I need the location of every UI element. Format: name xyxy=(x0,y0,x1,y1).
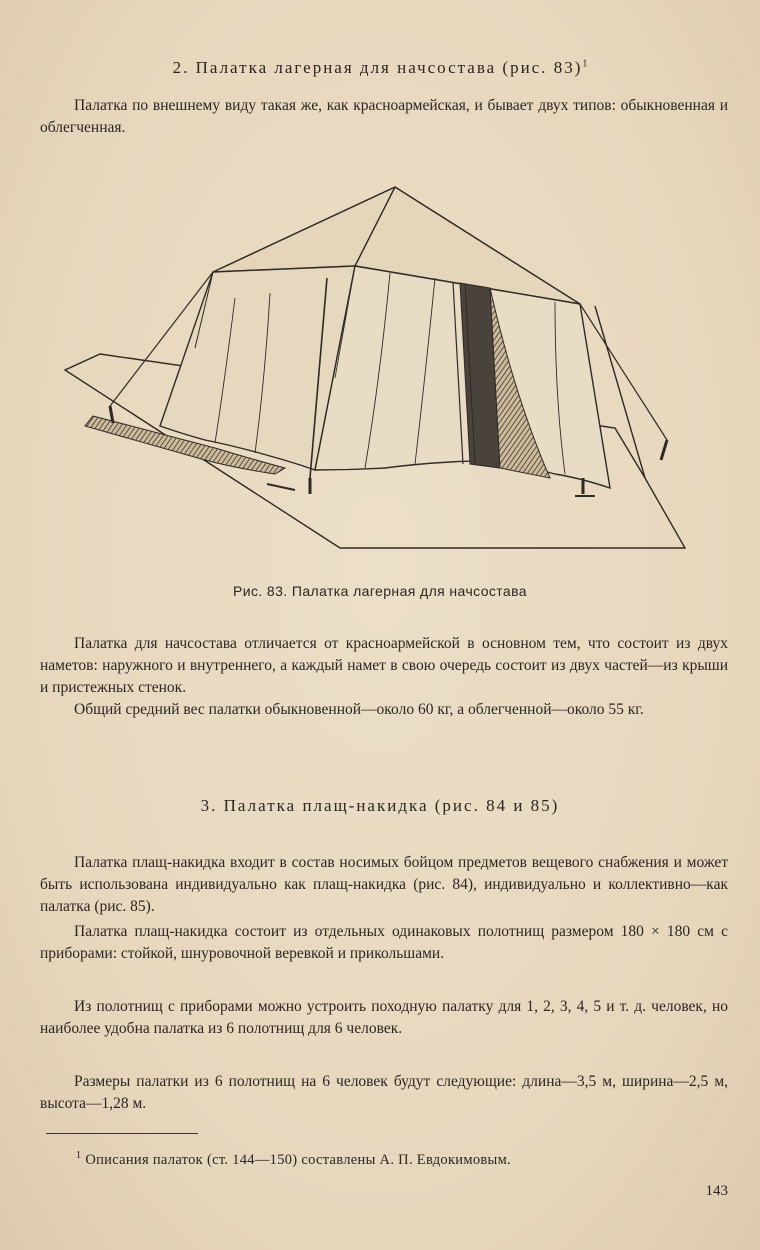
tent-illustration xyxy=(55,178,695,558)
section-2-paragraph-2: Общий средний вес палатки обыкновенной—около 60 кг, а облегченной—около 55 кг. xyxy=(74,701,644,718)
section-2-heading-text: 2. Палатка лагерная для начсостава (рис. 83) xyxy=(172,58,583,77)
footnote-reference: 1 xyxy=(582,58,588,70)
figure-83-caption: Рис. 83. Палатка лагерная для начсостава xyxy=(233,583,527,599)
section-3-paragraph-1: Палатка плащ-накидка входит в состав носимых бойцом предметов вещевого снабжения и может быть использована индивидуально как плащ-накидка (рис. 84), индивидуально и коллективно—как палатка (рис. 85). xyxy=(40,854,728,915)
section-3-paragraph-3: Из полотнищ с приборами можно устроить походную палатку для 1, 2, 3, 4, 5 и т. д. человек, но наиболее удобна палатка из 6 полотнищ для 6 человек. xyxy=(40,998,728,1037)
section-3-heading: 3. Палатка плащ-накидка (рис. 84 и 85) xyxy=(200,796,560,815)
section-2-heading xyxy=(40,58,720,78)
section-3-paragraph-2: Палатка плащ-накидка состоит из отдельных одинаковых полотнищ размером 180 × 180 см с приборами: стойкой, шнуровочной веревкой и прикольшами. xyxy=(40,923,728,962)
footnote-mark: 1 xyxy=(76,1150,82,1161)
footnote-text: Описания палаток (ст. 144—150) составлены А. П. Евдокимовым. xyxy=(85,1151,511,1168)
footnote-divider xyxy=(46,1133,198,1134)
section-2-intro: Палатка по внешнему виду такая же, как красноармейская, и бывает двух типов: обыкновенная и облегченная. xyxy=(40,97,728,136)
section-2-paragraph-1: Палатка для начсостава отличается от красноармейской в основном тем, что состоит из двух наметов: наружного и внутреннего, а каждый намет в свою очередь состоит из двух частей—из крыши и пристежных стенок. xyxy=(40,635,728,696)
page-number: 143 xyxy=(705,1183,728,1199)
section-3-paragraph-4: Размеры палатки из 6 полотнищ на 6 человек будут следующие: длина—3,5 м, ширина—2,5 м, высота—1,28 м. xyxy=(40,1073,728,1112)
footnote xyxy=(76,1150,716,1169)
